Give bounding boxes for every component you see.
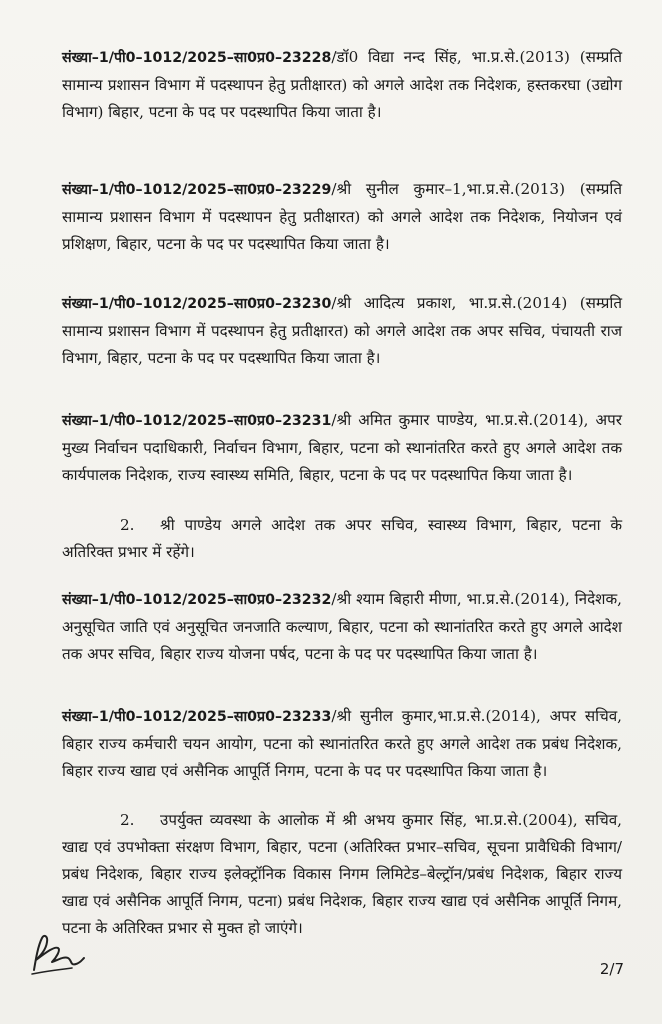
order-text: /श्री आदित्य प्रकाश, भा.प्र.से.(2014) (सम्प्रति सामान्य प्रशासन विभाग में पदस्थापन हेतु प्रतीक्षारत) को अगले आदेश तक अपर सचिव, पंचायती राज विभाग, बिहार, पटना के पद पर पदस्थापित किया जाता है। — [62, 294, 622, 367]
order-number: संख्या–1/पी0–1012/2025–सा0प्र0–23228 — [62, 50, 332, 66]
order-number: संख्या–1/पी0–1012/2025–सा0प्र0–23231 — [62, 413, 332, 429]
order-23232 — [62, 586, 622, 668]
order-number: संख्या–1/पी0–1012/2025–सा0प्र0–23229 — [62, 182, 332, 198]
sub-paragraph-text: श्री पाण्डेय अगले आदेश तक अपर सचिव, स्वास्थ्य विभाग, बिहार, पटना के अतिरिक्त प्रभार में रहेंगे। — [62, 516, 622, 561]
page-number: 2/7 — [599, 960, 624, 978]
order-23233 — [62, 703, 622, 785]
sub-paragraph-abhay — [62, 807, 622, 942]
signature-icon — [28, 930, 88, 980]
sub-paragraph-number: 2. — [120, 516, 135, 534]
order-number: संख्या–1/पी0–1012/2025–सा0प्र0–23233 — [62, 709, 332, 725]
sub-paragraph-pandey — [62, 512, 622, 566]
sub-paragraph-text: उपर्युक्त व्यवस्था के आलोक में श्री अभय कुमार सिंह, भा.प्र.से.(2004), सचिव, खाद्य एवं उपभोक्ता संरक्षण विभाग, बिहार, पटना (अतिरिक्त प्रभार–सचिव, सूचना प्रावैधिकी विभाग/प्रबंध निदेशक, बिहार राज्य इलेक्ट्रॉनिक विकास निगम लिमिटेड–बेल्ट्रॉन/प्रबंध निदेशक, बिहार राज्य खाद्य एवं असैनिक आपूर्ति निगम, पटना) प्रबंध निदेशक, बिहार राज्य खाद्य एवं असैनिक आपूर्ति निगम, पटना के अतिरिक्त प्रभार से मुक्त हो जाएंगे। — [62, 811, 622, 937]
order-text: /श्री सुनील कुमार–1,भा.प्र.से.(2013) (सम्प्रति सामान्य प्रशासन विभाग में पदस्थापन हेतु प्रतीक्षारत) को अगले आदेश तक निदेशक, नियोजन एवं प्रशिक्षण, बिहार, पटना के पद पर पदस्थापित किया जाता है। — [62, 180, 622, 253]
sub-paragraph-number: 2. — [120, 811, 135, 829]
order-text: /डॉ0 विद्या नन्द सिंह, भा.प्र.से.(2013) (सम्प्रति सामान्य प्रशासन विभाग में पदस्थापन हेतु प्रतीक्षारत) को अगले आदेश तक निदेशक, हस्तकरघा (उद्योग विभाग) बिहार, पटना के पद पर पदस्थापित किया जाता है। — [62, 48, 622, 121]
order-number: संख्या–1/पी0–1012/2025–सा0प्र0–23232 — [62, 592, 332, 608]
order-23229 — [62, 176, 622, 258]
order-number: संख्या–1/पी0–1012/2025–सा0प्र0–23230 — [62, 296, 332, 312]
order-text: /श्री अमित कुमार पाण्डेय, भा.प्र.से.(2014), अपर मुख्य निर्वाचन पदाधिकारी, निर्वाचन विभाग, बिहार, पटना को स्थानांतरित करते हुए अगले आदेश तक कार्यपालक निदेशक, राज्य स्वास्थ्य समिति, बिहार, पटना के पद पर पदस्थापित किया जाता है। — [62, 411, 622, 484]
order-23230 — [62, 290, 622, 372]
order-text: /श्री श्याम बिहारी मीणा, भा.प्र.से.(2014), निदेशक, अनुसूचित जाति एवं अनुसूचित जनजाति कल्याण, बिहार, पटना को स्थानांतरित करते हुए अगले आदेश तक अपर सचिव, बिहार राज्य योजना पर्षद, पटना के पद पर पदस्थापित किया जाता है। — [62, 590, 622, 663]
order-23231 — [62, 407, 622, 489]
order-23228 — [62, 44, 622, 126]
order-text: /श्री सुनील कुमार,भा.प्र.से.(2014), अपर सचिव, बिहार राज्य कर्मचारी चयन आयोग, पटना को स्थानांतरित करते हुए अगले आदेश तक प्रबंध निदेशक, बिहार राज्य खाद्य एवं असैनिक आपूर्ति निगम, पटना के पद पर पदस्थापित किया जाता है। — [62, 707, 622, 780]
